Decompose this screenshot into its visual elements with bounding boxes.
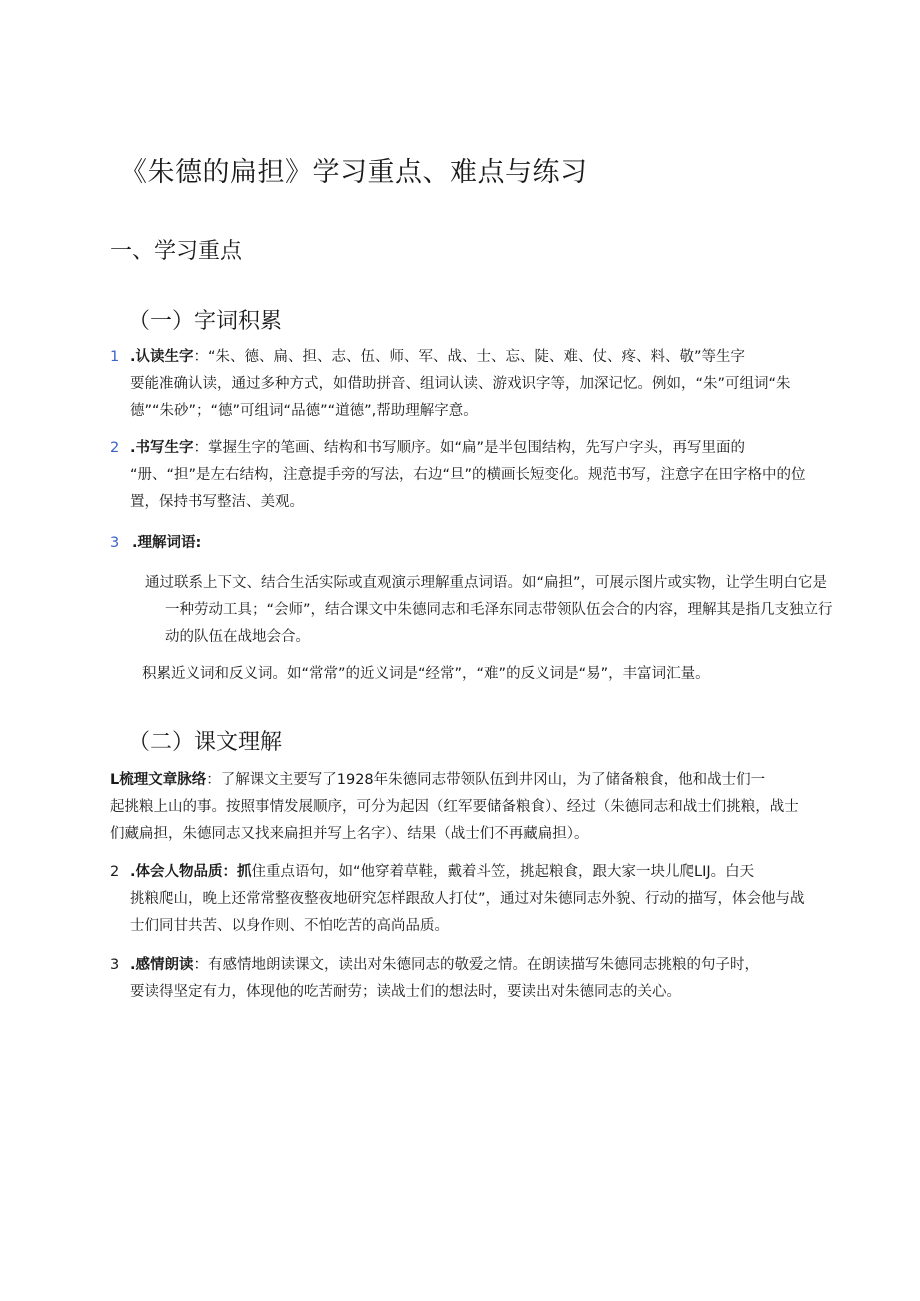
list-item: [110, 530, 810, 557]
item-text-line1: “朱、德、扁、担、志、伍、师、军、战、士、忘、陡、难、仗、疼、料、敬”等生字: [208, 349, 746, 365]
list-item: [110, 344, 810, 425]
item-separator: ：: [206, 772, 221, 788]
item-text-rest: “册、“担”是左右结构，注意提手旁的写法，右边“旦”的横画长短变化。规范书写，注意字在田字格中的位置，保持书写整洁、美观。: [130, 467, 806, 510]
item-text-line1: 了解课文主要写了1928年朱德同志带领队伍到井冈山，为了储备粮食，他和战士们一: [220, 772, 766, 788]
subsection-heading-text-comprehension: （二）课文理解: [128, 730, 283, 755]
subsection-heading-vocabulary: （一）字词积累: [128, 309, 283, 334]
item-first-line: [130, 952, 810, 979]
item-content: [130, 344, 810, 425]
item-number: 2: [110, 440, 120, 456]
section-heading-study-focus: 一、学习重点: [110, 239, 243, 264]
item-text-rest: 起挑粮上山的事。按照事情发展顺序，可分为起因（红军要储备粮食）、经过（朱德同志和战士们挑粮，战士们藏扁担，朱德同志又找来扁担并写上名字）、结果（战士们不再藏扁担）。: [110, 799, 799, 842]
item-label: .理解词语:: [132, 535, 202, 551]
paragraph-word-understanding: 通过联系上下文、结合生活实际或直观演示理解重点词语。如“扁担”，可展示图片或实物，让学生明白它是一种劳动工具；“会师”，结合课文中朱德同志和毛泽东同志带领队伍会合的内容，理解其是指几支独立行动的队伍在战地会合。: [145, 575, 833, 645]
list-item: [110, 435, 810, 516]
item-separator: ：: [193, 440, 209, 456]
list-item: [110, 767, 810, 848]
item-text-rest: 挑粮爬山，晚上还常常整夜整夜地研究怎样跟敌人打仗”，通过对朱德同志外貌、行动的描写，体会他与战士们同甘共苦、以身作则、不怕吃苦的高尚品质。: [130, 891, 805, 934]
document-title: 《朱德的扁担》学习重点、难点与练习: [120, 157, 588, 188]
item-content: [132, 530, 810, 557]
item-text-rest: 要读得坚定有力，体现他的吃苦耐劳；读战士们的想法时，要读出对朱德同志的关心。: [130, 984, 681, 1000]
item-label: .感情朗读: [130, 957, 194, 973]
item-first-line: [130, 435, 810, 462]
item-text-line1: 住重点语句，如“他穿着草鞋，戴着斗笠，挑起粮食，跟大家一块儿爬LIJ。白天: [251, 864, 755, 880]
item-first-line: [130, 344, 810, 371]
item-text-rest: 要能准确认读，通过多种方式，如借助拼音、组词认读、游戏识字等，加深记忆。例如，“朱”可组词“朱德”“朱砂”；“德”可组词“品德”“道德”,帮助理解字意。: [130, 376, 791, 419]
item-first-line: [110, 767, 810, 794]
paragraph-synonyms-antonyms: 积累近义词和反义词。如“常常”的近义词是“经常”，“难”的反义词是“易”，丰富词汇量。: [142, 666, 710, 682]
item-content: [130, 952, 810, 1006]
item-number: 3: [110, 957, 120, 973]
list-item: [110, 952, 810, 1006]
item-number: 2: [110, 864, 120, 880]
item-first-line: [130, 859, 810, 886]
item-content: [110, 767, 810, 848]
item-number: 1: [110, 349, 120, 365]
item-separator: ：: [193, 349, 209, 365]
item-label: .书写生字: [130, 440, 194, 456]
item-text-line1: 掌握生字的笔画、结构和书写顺序。如“扁”是半包围结构，先写户字头，再写里面的: [208, 440, 746, 456]
item-text-line1: 有感情地朗读课文，读出对朱德同志的敬爱之情。在朗读描写朱德同志挑粮的句子时，: [208, 957, 760, 973]
item-label: L梳理文章脉络: [110, 772, 207, 788]
item-label: .体会人物品质：抓: [130, 864, 252, 880]
list-item: [110, 859, 810, 940]
item-content: [130, 435, 810, 516]
item-content: [130, 859, 810, 940]
item-separator: ：: [193, 957, 209, 973]
item-label: .认读生字: [130, 349, 194, 365]
item-number: 3: [110, 535, 120, 551]
